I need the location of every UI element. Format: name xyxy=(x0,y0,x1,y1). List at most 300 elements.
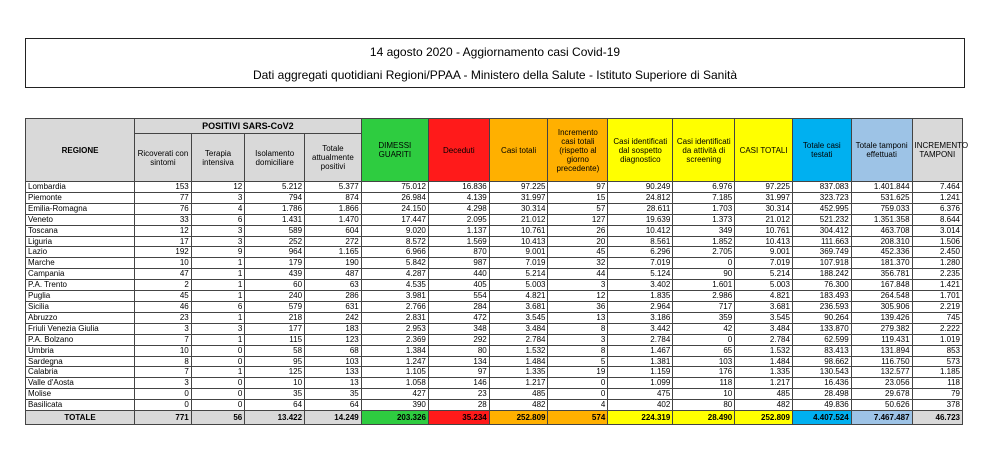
value-cell: 279.382 xyxy=(851,323,912,334)
value-cell: 133.870 xyxy=(792,323,851,334)
value-cell: 349 xyxy=(673,225,735,236)
value-cell: 5.842 xyxy=(361,258,428,269)
region-name-cell: Toscana xyxy=(26,225,135,236)
value-cell: 440 xyxy=(428,269,489,280)
total-value-cell: 771 xyxy=(135,411,192,425)
value-cell: 3.186 xyxy=(608,312,673,323)
value-cell: 7 xyxy=(135,367,192,378)
value-cell: 1 xyxy=(191,269,245,280)
table-row xyxy=(26,192,963,203)
value-cell: 3.484 xyxy=(735,323,793,334)
value-cell: 1.165 xyxy=(305,247,362,258)
value-cell: 21.012 xyxy=(735,214,793,225)
value-cell: 853 xyxy=(912,345,962,356)
value-cell: 2.831 xyxy=(361,312,428,323)
value-cell: 0 xyxy=(135,389,192,400)
value-cell: 63 xyxy=(305,280,362,291)
value-cell: 118 xyxy=(673,378,735,389)
value-cell: 485 xyxy=(735,389,793,400)
value-cell: 6.976 xyxy=(673,182,735,193)
value-cell: 65 xyxy=(673,345,735,356)
value-cell: 304.412 xyxy=(792,225,851,236)
value-cell: 3 xyxy=(548,280,608,291)
value-cell: 1 xyxy=(191,312,245,323)
value-cell: 1.099 xyxy=(608,378,673,389)
value-cell: 123 xyxy=(305,334,362,345)
value-cell: 3.014 xyxy=(912,225,962,236)
value-cell: 35 xyxy=(305,389,362,400)
value-cell: 554 xyxy=(428,291,489,302)
value-cell: 10 xyxy=(135,258,192,269)
value-cell: 1.569 xyxy=(428,236,489,247)
value-cell: 1.058 xyxy=(361,378,428,389)
value-cell: 264.548 xyxy=(851,291,912,302)
value-cell: 107.918 xyxy=(792,258,851,269)
value-cell: 4.821 xyxy=(735,291,793,302)
value-cell: 604 xyxy=(305,225,362,236)
region-column-header: REGIONE xyxy=(26,119,135,182)
region-name-cell: Campania xyxy=(26,269,135,280)
value-cell: 46 xyxy=(135,301,192,312)
value-cell: 452.995 xyxy=(792,203,851,214)
value-cell: 521.232 xyxy=(792,214,851,225)
value-cell: 7.464 xyxy=(912,182,962,193)
value-cell: 4.139 xyxy=(428,192,489,203)
value-cell: 3 xyxy=(191,225,245,236)
value-cell: 131.894 xyxy=(851,345,912,356)
value-cell: 6.296 xyxy=(608,247,673,258)
value-cell: 1.159 xyxy=(608,367,673,378)
value-cell: 2.095 xyxy=(428,214,489,225)
value-cell: 427 xyxy=(361,389,428,400)
value-cell: 1.384 xyxy=(361,345,428,356)
value-cell: 17 xyxy=(135,236,192,247)
region-name-cell: Emilia-Romagna xyxy=(26,203,135,214)
value-cell: 8.572 xyxy=(361,236,428,247)
value-cell: 305.906 xyxy=(851,301,912,312)
value-cell: 589 xyxy=(245,225,305,236)
value-cell: 183 xyxy=(305,323,362,334)
value-cell: 573 xyxy=(912,356,962,367)
value-cell: 10 xyxy=(135,345,192,356)
col-header-isolamento: Isolamento domiciliare xyxy=(245,134,305,182)
report-date-title: 14 agosto 2020 - Aggiornamento casi Covid-19 xyxy=(369,45,621,59)
value-cell: 26 xyxy=(548,225,608,236)
region-name-cell: P.A. Trento xyxy=(26,280,135,291)
value-cell: 1.703 xyxy=(673,203,735,214)
value-cell: 2.222 xyxy=(912,323,962,334)
value-cell: 1.484 xyxy=(735,356,793,367)
value-cell: 2.235 xyxy=(912,269,962,280)
value-cell: 33 xyxy=(135,214,192,225)
value-cell: 31.997 xyxy=(735,192,793,203)
table-row xyxy=(26,291,963,302)
value-cell: 2.784 xyxy=(735,334,793,345)
value-cell: 1 xyxy=(191,258,245,269)
value-cell: 1.381 xyxy=(608,356,673,367)
col-header-incremento-tamponi: INCREMENTO TAMPONI xyxy=(912,119,962,182)
value-cell: 44 xyxy=(548,269,608,280)
table-row xyxy=(26,389,963,400)
value-cell: 378 xyxy=(912,400,962,411)
value-cell: 9.001 xyxy=(735,247,793,258)
table-row xyxy=(26,258,963,269)
value-cell: 292 xyxy=(428,334,489,345)
value-cell: 8.644 xyxy=(912,214,962,225)
value-cell: 133 xyxy=(305,367,362,378)
col-header-casi-totali-uppercase: CASI TOTALI xyxy=(735,119,793,182)
value-cell: 1.185 xyxy=(912,367,962,378)
table-row xyxy=(26,367,963,378)
value-cell: 874 xyxy=(305,192,362,203)
value-cell: 79 xyxy=(912,389,962,400)
total-value-cell: 28.490 xyxy=(673,411,735,425)
value-cell: 35 xyxy=(245,389,305,400)
region-name-cell: Marche xyxy=(26,258,135,269)
table-row xyxy=(26,356,963,367)
value-cell: 10.413 xyxy=(489,236,548,247)
value-cell: 3.442 xyxy=(608,323,673,334)
value-cell: 7.019 xyxy=(608,258,673,269)
value-cell: 115 xyxy=(245,334,305,345)
value-cell: 0 xyxy=(673,258,735,269)
value-cell: 132.577 xyxy=(851,367,912,378)
value-cell: 16.836 xyxy=(428,182,489,193)
region-name-cell: Lombardia xyxy=(26,182,135,193)
value-cell: 1.247 xyxy=(361,356,428,367)
value-cell: 83.413 xyxy=(792,345,851,356)
table-row xyxy=(26,225,963,236)
value-cell: 487 xyxy=(305,269,362,280)
value-cell: 10.761 xyxy=(489,225,548,236)
value-cell: 0 xyxy=(135,400,192,411)
value-cell: 8.561 xyxy=(608,236,673,247)
total-value-cell: 13.422 xyxy=(245,411,305,425)
value-cell: 286 xyxy=(305,291,362,302)
value-cell: 1 xyxy=(191,367,245,378)
value-cell: 17.447 xyxy=(361,214,428,225)
value-cell: 130.543 xyxy=(792,367,851,378)
total-value-cell: 252.809 xyxy=(489,411,548,425)
value-cell: 1.701 xyxy=(912,291,962,302)
value-cell: 1.431 xyxy=(245,214,305,225)
value-cell: 2.953 xyxy=(361,323,428,334)
value-cell: 4.287 xyxy=(361,269,428,280)
value-cell: 1.852 xyxy=(673,236,735,247)
value-cell: 3.545 xyxy=(489,312,548,323)
value-cell: 12 xyxy=(135,225,192,236)
col-header-deceduti: Deceduti xyxy=(428,119,489,182)
value-cell: 45 xyxy=(135,291,192,302)
value-cell: 439 xyxy=(245,269,305,280)
value-cell: 31.997 xyxy=(489,192,548,203)
value-cell: 1.217 xyxy=(489,378,548,389)
table-row xyxy=(26,400,963,411)
value-cell: 28.498 xyxy=(792,389,851,400)
value-cell: 5.003 xyxy=(735,280,793,291)
value-cell: 4.535 xyxy=(361,280,428,291)
value-cell: 6 xyxy=(191,301,245,312)
value-cell: 60 xyxy=(245,280,305,291)
value-cell: 177 xyxy=(245,323,305,334)
value-cell: 3.545 xyxy=(735,312,793,323)
value-cell: 36 xyxy=(548,301,608,312)
value-cell: 472 xyxy=(428,312,489,323)
value-cell: 50.626 xyxy=(851,400,912,411)
value-cell: 12 xyxy=(191,182,245,193)
value-cell: 80 xyxy=(673,400,735,411)
value-cell: 1.470 xyxy=(305,214,362,225)
table-row xyxy=(26,312,963,323)
value-cell: 5.003 xyxy=(489,280,548,291)
value-cell: 20 xyxy=(548,236,608,247)
total-value-cell: 46.723 xyxy=(912,411,962,425)
value-cell: 146 xyxy=(428,378,489,389)
value-cell: 118 xyxy=(912,378,962,389)
value-cell: 1.105 xyxy=(361,367,428,378)
value-cell: 6.376 xyxy=(912,203,962,214)
value-cell: 23 xyxy=(135,312,192,323)
col-header-terapia-intensiva: Terapia intensiva xyxy=(191,134,245,182)
value-cell: 252 xyxy=(245,236,305,247)
value-cell: 190 xyxy=(305,258,362,269)
value-cell: 13 xyxy=(305,378,362,389)
region-name-cell: Molise xyxy=(26,389,135,400)
value-cell: 32 xyxy=(548,258,608,269)
value-cell: 10 xyxy=(245,378,305,389)
col-header-incremento-casi: Incremento casi totali (rispetto al giorno precedente) xyxy=(548,119,608,182)
value-cell: 1.421 xyxy=(912,280,962,291)
value-cell: 987 xyxy=(428,258,489,269)
value-cell: 98.662 xyxy=(792,356,851,367)
value-cell: 2.964 xyxy=(608,301,673,312)
value-cell: 402 xyxy=(608,400,673,411)
table-row xyxy=(26,345,963,356)
value-cell: 103 xyxy=(305,356,362,367)
col-header-totale-positivi: Totale attualmente positivi xyxy=(305,134,362,182)
value-cell: 6 xyxy=(191,214,245,225)
report-header xyxy=(25,38,965,88)
value-cell: 5.212 xyxy=(245,182,305,193)
value-cell: 452.336 xyxy=(851,247,912,258)
value-cell: 5.214 xyxy=(489,269,548,280)
value-cell: 10.412 xyxy=(608,225,673,236)
col-header-casi-screening: Casi identificati da attività di screening xyxy=(673,119,735,182)
value-cell: 95 xyxy=(245,356,305,367)
value-cell: 4 xyxy=(548,400,608,411)
value-cell: 242 xyxy=(305,312,362,323)
value-cell: 240 xyxy=(245,291,305,302)
value-cell: 3.981 xyxy=(361,291,428,302)
value-cell: 631 xyxy=(305,301,362,312)
region-name-cell: Piemonte xyxy=(26,192,135,203)
value-cell: 77 xyxy=(135,192,192,203)
value-cell: 179 xyxy=(245,258,305,269)
value-cell: 7 xyxy=(135,334,192,345)
total-value-cell: 35.234 xyxy=(428,411,489,425)
region-name-cell: Basilicata xyxy=(26,400,135,411)
value-cell: 5.214 xyxy=(735,269,793,280)
value-cell: 218 xyxy=(245,312,305,323)
value-cell: 485 xyxy=(489,389,548,400)
total-value-cell: 14.249 xyxy=(305,411,362,425)
value-cell: 5.124 xyxy=(608,269,673,280)
value-cell: 1.401.844 xyxy=(851,182,912,193)
value-cell: 3 xyxy=(135,378,192,389)
col-header-ricoverati: Ricoverati con sintomi xyxy=(135,134,192,182)
region-name-cell: Friuli Venezia Giulia xyxy=(26,323,135,334)
value-cell: 97 xyxy=(548,182,608,193)
value-cell: 103 xyxy=(673,356,735,367)
value-cell: 0 xyxy=(548,389,608,400)
value-cell: 23 xyxy=(428,389,489,400)
value-cell: 390 xyxy=(361,400,428,411)
value-cell: 1.241 xyxy=(912,192,962,203)
value-cell: 0 xyxy=(191,345,245,356)
value-cell: 1.601 xyxy=(673,280,735,291)
value-cell: 1 xyxy=(191,280,245,291)
value-cell: 870 xyxy=(428,247,489,258)
value-cell: 1.019 xyxy=(912,334,962,345)
value-cell: 16.436 xyxy=(792,378,851,389)
table-row xyxy=(26,203,963,214)
value-cell: 28.611 xyxy=(608,203,673,214)
value-cell: 964 xyxy=(245,247,305,258)
value-cell: 1.217 xyxy=(735,378,793,389)
value-cell: 10.413 xyxy=(735,236,793,247)
value-cell: 8 xyxy=(135,356,192,367)
value-cell: 188.242 xyxy=(792,269,851,280)
value-cell: 3.681 xyxy=(489,301,548,312)
value-cell: 97 xyxy=(428,367,489,378)
value-cell: 1.467 xyxy=(608,345,673,356)
value-cell: 2 xyxy=(135,280,192,291)
value-cell: 1.373 xyxy=(673,214,735,225)
value-cell: 1.137 xyxy=(428,225,489,236)
value-cell: 9 xyxy=(191,247,245,258)
value-cell: 29.678 xyxy=(851,389,912,400)
value-cell: 19.639 xyxy=(608,214,673,225)
value-cell: 405 xyxy=(428,280,489,291)
value-cell: 1.532 xyxy=(489,345,548,356)
covid-data-table xyxy=(25,118,969,425)
region-name-cell: Calabria xyxy=(26,367,135,378)
value-cell: 58 xyxy=(245,345,305,356)
value-cell: 1 xyxy=(191,291,245,302)
value-cell: 192 xyxy=(135,247,192,258)
value-cell: 183.493 xyxy=(792,291,851,302)
table-row xyxy=(26,323,963,334)
value-cell: 1.866 xyxy=(305,203,362,214)
report-source-subtitle: Dati aggregati quotidiani Regioni/PPAA - Ministero della Salute - Istituto Superiore di Sanità xyxy=(252,68,738,82)
value-cell: 2.784 xyxy=(489,334,548,345)
value-cell: 97.225 xyxy=(489,182,548,193)
total-value-cell: 574 xyxy=(548,411,608,425)
col-header-casi-sospetto-diagnostico: Casi identificati dal sospetto diagnostico xyxy=(608,119,673,182)
value-cell: 9.020 xyxy=(361,225,428,236)
value-cell: 127 xyxy=(548,214,608,225)
value-cell: 284 xyxy=(428,301,489,312)
value-cell: 28 xyxy=(428,400,489,411)
value-cell: 4.821 xyxy=(489,291,548,302)
total-value-cell: 252.809 xyxy=(735,411,793,425)
value-cell: 7.019 xyxy=(735,258,793,269)
value-cell: 24.812 xyxy=(608,192,673,203)
value-cell: 369.749 xyxy=(792,247,851,258)
value-cell: 3 xyxy=(548,334,608,345)
region-name-cell: Umbria xyxy=(26,345,135,356)
value-cell: 90.264 xyxy=(792,312,851,323)
region-name-cell: Abruzzo xyxy=(26,312,135,323)
value-cell: 3.484 xyxy=(489,323,548,334)
region-name-cell: P.A. Bolzano xyxy=(26,334,135,345)
value-cell: 125 xyxy=(245,367,305,378)
value-cell: 24.150 xyxy=(361,203,428,214)
value-cell: 64 xyxy=(305,400,362,411)
value-cell: 30.314 xyxy=(489,203,548,214)
value-cell: 119.431 xyxy=(851,334,912,345)
value-cell: 30.314 xyxy=(735,203,793,214)
value-cell: 12 xyxy=(548,291,608,302)
region-name-cell: Sardegna xyxy=(26,356,135,367)
value-cell: 3 xyxy=(191,236,245,247)
col-header-totale-tamponi: Totale tamponi effettuati xyxy=(851,119,912,182)
value-cell: 116.750 xyxy=(851,356,912,367)
value-cell: 15 xyxy=(548,192,608,203)
value-cell: 0 xyxy=(191,378,245,389)
value-cell: 794 xyxy=(245,192,305,203)
value-cell: 47 xyxy=(135,269,192,280)
value-cell: 134 xyxy=(428,356,489,367)
value-cell: 5 xyxy=(548,356,608,367)
value-cell: 475 xyxy=(608,389,673,400)
value-cell: 4.298 xyxy=(428,203,489,214)
value-cell: 837.083 xyxy=(792,182,851,193)
value-cell: 8 xyxy=(548,345,608,356)
region-name-cell: Valle d'Aosta xyxy=(26,378,135,389)
value-cell: 323.723 xyxy=(792,192,851,203)
value-cell: 1.835 xyxy=(608,291,673,302)
value-cell: 21.012 xyxy=(489,214,548,225)
value-cell: 19 xyxy=(548,367,608,378)
value-cell: 0 xyxy=(191,400,245,411)
value-cell: 1.335 xyxy=(735,367,793,378)
value-cell: 745 xyxy=(912,312,962,323)
table-row xyxy=(26,269,963,280)
value-cell: 10.761 xyxy=(735,225,793,236)
value-cell: 111.663 xyxy=(792,236,851,247)
value-cell: 356.781 xyxy=(851,269,912,280)
value-cell: 13 xyxy=(548,312,608,323)
value-cell: 76.300 xyxy=(792,280,851,291)
table-row xyxy=(26,214,963,225)
total-label: TOTALE xyxy=(26,411,135,425)
table-row xyxy=(26,334,963,345)
value-cell: 2.766 xyxy=(361,301,428,312)
total-row xyxy=(26,411,963,425)
value-cell: 139.426 xyxy=(851,312,912,323)
table-row xyxy=(26,182,963,193)
region-name-cell: Puglia xyxy=(26,291,135,302)
col-header-dimessi-guariti: DIMESSI GUARITI xyxy=(361,119,428,182)
value-cell: 167.848 xyxy=(851,280,912,291)
value-cell: 45 xyxy=(548,247,608,258)
value-cell: 26.984 xyxy=(361,192,428,203)
value-cell: 482 xyxy=(489,400,548,411)
value-cell: 7.185 xyxy=(673,192,735,203)
value-cell: 531.625 xyxy=(851,192,912,203)
value-cell: 3.402 xyxy=(608,280,673,291)
